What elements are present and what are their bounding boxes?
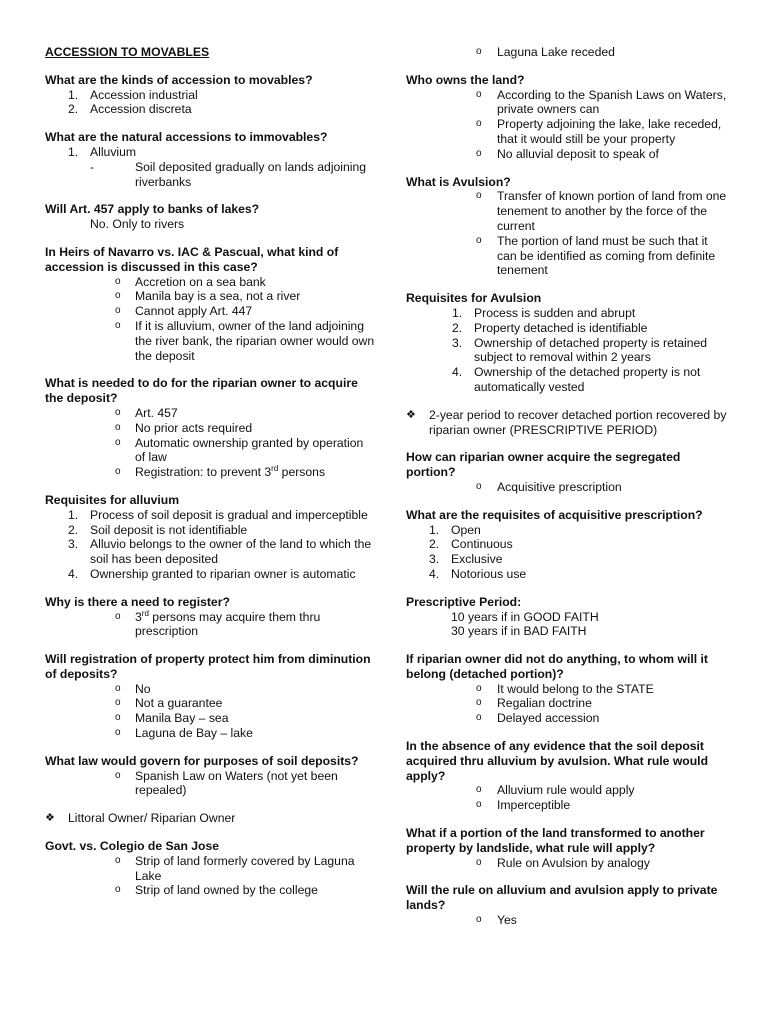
section-requisites-avulsion — [406, 291, 728, 395]
numbered-item: 4. Notorious use — [429, 566, 527, 581]
diamond-bullet-icon: ❖ — [406, 408, 416, 421]
numbered-item: 4. Ownership of the detached property is not automatically vested — [452, 365, 701, 394]
answer-text: No. Only to rivers — [90, 217, 185, 232]
section-littoral-owner — [45, 811, 375, 826]
section-requisites-alluvium — [45, 493, 375, 582]
bullet-item: o Art. 457 — [115, 405, 178, 420]
bullet-item: o Alluvium rule would apply — [476, 783, 635, 798]
question-heading: Prescriptive Period: — [406, 594, 522, 609]
bullet-item: o Strip of land formerly covered by Laguna Lake — [115, 853, 355, 883]
bullet-item: o Accretion on a sea bank — [115, 274, 266, 289]
section-private-lands — [406, 883, 728, 927]
section-natural-accessions — [45, 130, 375, 189]
bullet-item: o Transfer of known portion of land from one tenement to another by the force of the current — [476, 189, 727, 233]
question-heading: What law would govern for purposes of soil deposits? — [45, 753, 359, 768]
right-column — [406, 45, 728, 941]
bullet-item: o Spanish Law on Waters (not yet been repealed) — [115, 768, 338, 798]
section-colegio-san-jose — [45, 839, 375, 898]
left-column — [45, 45, 375, 911]
bullet-item: o No — [115, 681, 151, 696]
bullet-item: o Imperceptible — [476, 798, 571, 813]
bullet-item: o Acquisitive prescription — [476, 479, 622, 494]
section-art-457 — [45, 202, 375, 232]
bullet-item: o Automatic ownership granted by operation of law — [115, 435, 364, 465]
bullet-item: o Laguna Lake receded — [476, 45, 615, 59]
bullet-item: o Manila Bay – sea — [115, 711, 229, 726]
diamond-item: ❖ 2-year period to recover detached portion recovered by riparian owner (PRESCRIPTIVE PERIOD) — [406, 407, 727, 437]
section-prescriptive-period — [406, 595, 728, 639]
bullet-item: o Not a guarantee — [115, 696, 223, 711]
bullet-item: o Delayed accession — [476, 711, 600, 726]
bullet-item: o 3rd persons may acquire them thru prescription — [115, 608, 321, 639]
bullet-item: o The portion of land must be such that it can be identified as coming from definite tenement — [476, 233, 716, 278]
question-heading: In the absence of any evidence that the soil deposit acquired thru alluvium by avulsion. What rule would apply? — [406, 739, 709, 783]
section-who-owns — [406, 73, 728, 162]
question-heading: What if a portion of the land transformed to another property by landslide, what rule will apply? — [406, 826, 705, 855]
section-governing-law — [45, 754, 375, 798]
question-heading: If riparian owner did not do anything, to whom will it belong (detached portion)? — [406, 652, 708, 681]
section-avulsion — [406, 175, 728, 279]
question-heading: What are the kinds of accession to movables? — [45, 72, 313, 87]
numbered-item: 2. Continuous — [429, 537, 513, 552]
section-acquire-deposit — [45, 376, 375, 480]
numbered-item: 2. Property detached is identifiable — [452, 320, 648, 335]
question-heading: In Heirs of Navarro vs. IAC & Pascual, what kind of accession is discussed in this case? — [45, 244, 339, 274]
question-heading: Requisites for alluvium — [45, 492, 180, 507]
numbered-item: 2. Soil deposit is not identifiable — [68, 522, 248, 537]
question-heading: Will Art. 457 apply to banks of lakes? — [45, 202, 260, 217]
question-heading: Requisites for Avulsion — [406, 291, 542, 306]
bullet-item: o Property adjoining the lake, lake receded, that it would still be your property — [476, 117, 722, 146]
diamond-item: ❖ Littoral Owner/ Riparian Owner — [45, 811, 236, 826]
question-heading: What are the natural accessions to immovables? — [45, 130, 328, 145]
bullet-item: o Cannot apply Art. 447 — [115, 304, 253, 319]
numbered-item: 1. Process of soil deposit is gradual and imperceptible — [68, 507, 368, 522]
section-registration-protect — [45, 652, 375, 741]
section-need-register — [45, 595, 375, 639]
dash-item: - Soil deposited gradually on lands adjoining riverbanks — [90, 159, 367, 189]
question-heading: Will registration of property protect him from diminution of deposits? — [45, 652, 371, 681]
section-segregated-portion — [406, 450, 728, 494]
numbered-item: 2. Accession discreta — [68, 102, 192, 117]
bullet-item: o Rule on Avulsion by analogy — [476, 855, 650, 870]
section-riparian-inaction — [406, 652, 728, 726]
bullet-item: o Manila bay is a sea, not a river — [115, 289, 301, 304]
bullet-item: o If it is alluvium, owner of the land adjoining the river bank, the riparian owner would own the deposit — [115, 318, 375, 363]
bullet-item: o No alluvial deposit to speak of — [476, 146, 659, 161]
bullet-item: o Laguna de Bay – lake — [115, 726, 253, 741]
question-heading: Who owns the land? — [406, 72, 525, 87]
numbered-item: 1. Process is sudden and abrupt — [452, 305, 636, 320]
question-heading: Will the rule on alluvium and avulsion apply to private lands? — [406, 883, 718, 913]
numbered-item: 1. Alluvium — [68, 144, 137, 159]
section-acquisitive-prescription — [406, 508, 728, 582]
document-title: ACCESSION TO MOVABLES — [45, 45, 210, 59]
numbered-item: 3. Exclusive — [429, 552, 503, 567]
section-continued — [406, 45, 728, 60]
period-line: 30 years if in BAD FAITH — [451, 624, 587, 639]
question-heading: What is Avulsion? — [406, 174, 511, 189]
question-heading: How can riparian owner acquire the segregated portion? — [406, 450, 681, 480]
section-two-year-period — [406, 408, 728, 438]
question-heading: Govt. vs. Colegio de San Jose — [45, 839, 220, 854]
numbered-item: 3. Ownership of detached property is retained subject to removal within 2 years — [452, 335, 708, 365]
numbered-item: 3. Alluvio belongs to the owner of the land to which the soil has been deposited — [68, 537, 372, 567]
bullet-item: o Strip of land owned by the college — [115, 883, 318, 898]
bullet-item: o No prior acts required — [115, 420, 253, 435]
section-heirs-navarro — [45, 245, 375, 363]
numbered-item: 1. Open — [429, 522, 481, 537]
question-heading: What is needed to do for the riparian owner to acquire the deposit? — [45, 376, 358, 406]
numbered-item: 4. Ownership granted to riparian owner is automatic — [68, 566, 356, 581]
period-line: 10 years if in GOOD FAITH — [451, 609, 599, 624]
bullet-item: o Regalian doctrine — [476, 696, 592, 711]
bullet-item: o Registration: to prevent 3rd persons — [115, 464, 326, 480]
section-absence-evidence — [406, 739, 728, 813]
question-heading: What are the requisites of acquisitive prescription? — [406, 507, 703, 522]
diamond-bullet-icon: ❖ — [45, 812, 55, 825]
bullet-item: o Yes — [476, 913, 517, 928]
bullet-item: o According to the Spanish Laws on Waters, private owners can — [476, 87, 727, 117]
bullet-item: o It would belong to the STATE — [476, 681, 654, 696]
section-kinds-accession — [45, 73, 375, 117]
numbered-item: 1. Accession industrial — [68, 87, 198, 102]
question-heading: Why is there a need to register? — [45, 594, 230, 609]
section-landslide — [406, 826, 728, 870]
